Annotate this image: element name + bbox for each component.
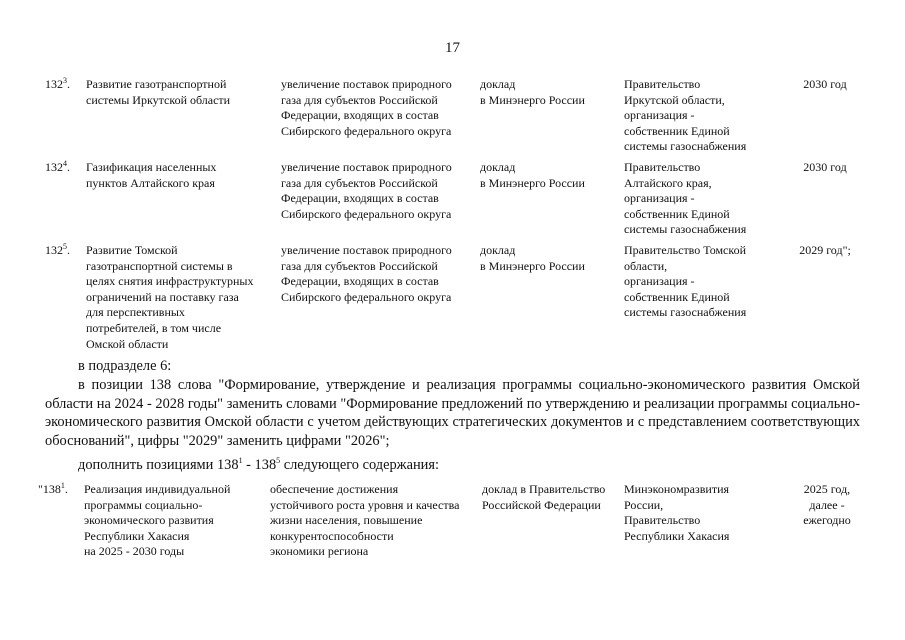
paragraph-subsection: в подразделе 6: — [78, 358, 172, 374]
position-number: $132^4$. — [45, 159, 70, 174]
measure-name: Реализация индивидуальной программы социально- экономического развития Республики Хакасия на 2025 - 2030 годы — [84, 482, 231, 559]
deadline: 2030 год — [803, 160, 847, 174]
responsible-party: Правительство Алтайского края, организация - собственник Единой системы газоснабжения — [624, 160, 747, 237]
deadline: 2025 год, далее - ежегодно — [803, 482, 851, 528]
measure-name: Развитие Томской газотранспортной системы в целях снятия инфраструктурных ограничений на поставку газа для перспективных потребителей, в том числе Омской области — [86, 243, 254, 351]
responsible-party: Минэкономразвития России, Правительство Республики Хакасия — [624, 482, 730, 543]
paragraph-addition: дополнить позициями $138^1 - 138^5$ следующего содержания: — [78, 456, 439, 473]
deadline: 2030 год — [803, 77, 847, 91]
responsible-party: Правительство Иркутской области, организация - собственник Единой системы газоснабжения — [624, 77, 747, 154]
report-type: доклад в Минэнерго России — [480, 243, 585, 273]
expected-result: увеличение поставок природного газа для субъектов Российской Федерации, входящих в состав Сибирского федерального округа — [281, 243, 452, 304]
paragraph-amendment: в позиции 138 слова "Формирование, утверждение и реализация программы социально-экономического развития Омской области на 2024 - 2028 годы" заменить словами "Формирование предложений по утверждению и реализации программы социально-экономического развития Омской области с учетом действующих стратегических документов и с представлением соответствующих обоснований", цифры "2029" заменить цифрами "2026"; — [45, 377, 860, 449]
expected-result: увеличение поставок природного газа для субъектов Российской Федерации, входящих в состав Сибирского федерального округа — [281, 77, 452, 138]
page-number: 17 — [445, 40, 460, 56]
measure-name: Развитие газотранспортной системы Иркутской области — [86, 77, 231, 107]
expected-result: обеспечение достижения устойчивого роста уровня и качества жизни населения, повышение конкурентоспособности экономики региона — [270, 482, 460, 559]
report-type: доклад в Минэнерго России — [480, 77, 585, 107]
position-number: $132^5$. — [45, 242, 70, 257]
position-number: $132^3$. — [45, 76, 70, 91]
report-type: доклад в Правительство Российской Федерации — [482, 482, 606, 512]
deadline: 2029 год"; — [799, 243, 851, 257]
responsible-party: Правительство Томской области, организация - собственник Единой системы газоснабжения — [624, 243, 747, 320]
report-type: доклад в Минэнерго России — [480, 160, 585, 190]
expected-result: увеличение поставок природного газа для субъектов Российской Федерации, входящих в состав Сибирского федерального округа — [281, 160, 452, 221]
measure-name: Газификация населенных пунктов Алтайского края — [86, 160, 217, 190]
position-number: "$138^1$. — [38, 481, 68, 496]
